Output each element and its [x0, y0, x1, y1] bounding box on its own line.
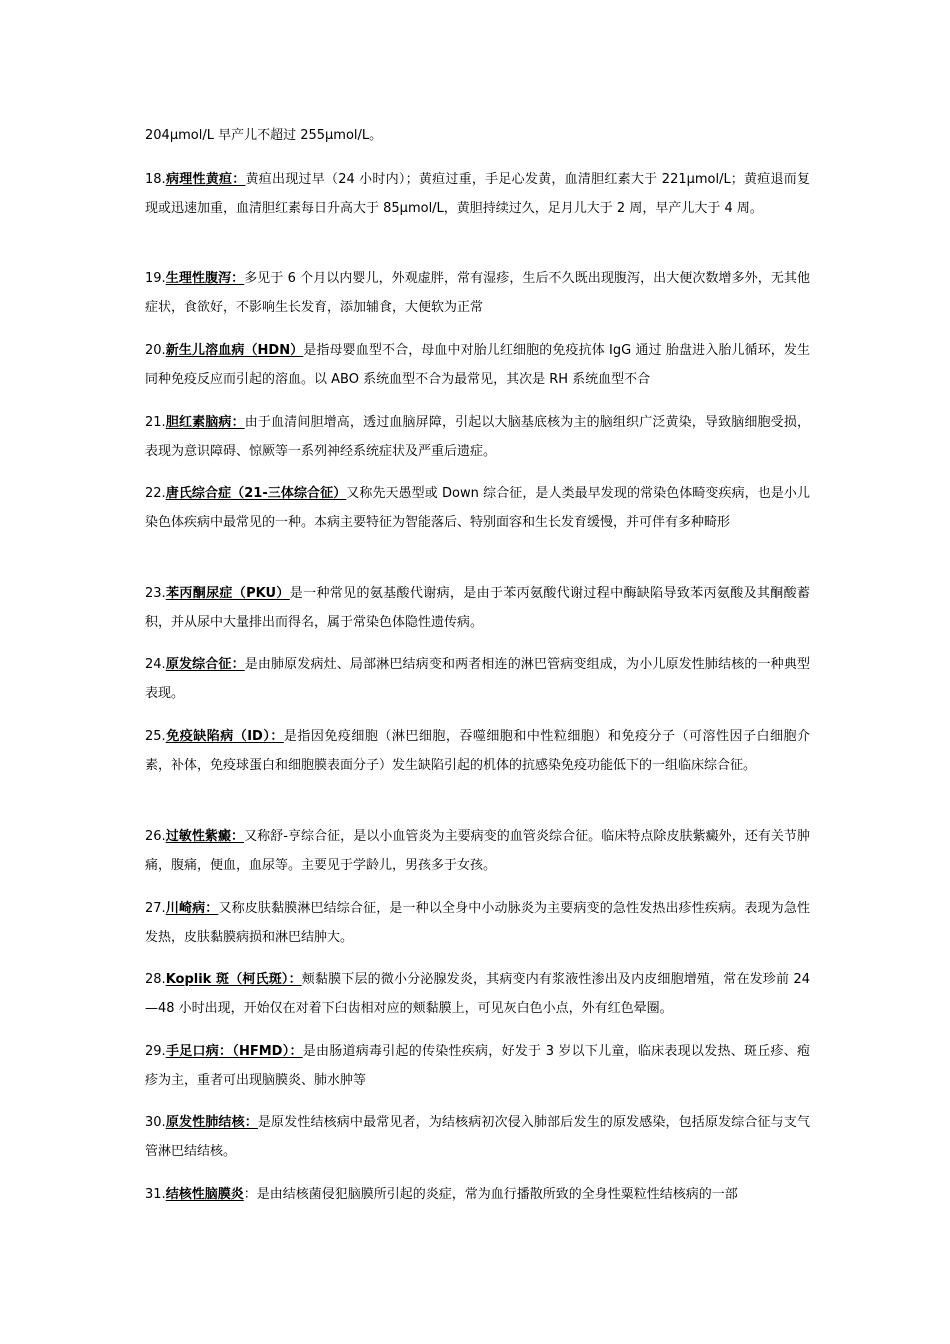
entry-body: 又称皮肤黏膜淋巴结综合征，是一种以全身中小动脉炎为主要病变的急性发热出疹性疾病。表现为急性发热，皮肤黏膜病损和淋巴结肿大。 [145, 901, 810, 945]
entry-27 [145, 895, 810, 952]
entry-20 [145, 337, 810, 394]
entry-term: 苯丙酮尿症（PKU） [165, 586, 290, 601]
entry-number: 28. [145, 972, 166, 987]
entry-body: 由于血清间胆增高，透过血脑屏障，引起以大脑基底核为主的脑组织广泛黄染，导致脑细胞受损，表现为意识障碍、惊厥等一系列神经系统症状及严重后遗症。 [145, 415, 810, 459]
entry-31 [145, 1181, 810, 1210]
entry-body: 又称舒-亨综合征，是以小血管炎为主要病变的血管炎综合征。临床特点除皮肤紫癜外，还有关节肿痛，腹痛，便血，血尿等。主要见于学龄儿，男孩多于女孩。 [145, 829, 810, 873]
entry-23 [145, 580, 810, 637]
entry-body: 是由肺原发病灶、局部淋巴结病变和两者相连的淋巴管病变组成，为小儿原发性肺结核的一种典型表现。 [145, 657, 810, 701]
entry-number: 22. [145, 486, 166, 501]
entry-number: 20. [145, 343, 166, 358]
entry-body: ：是由结核菌侵犯脑膜所引起的炎症，常为血行播散所致的全身性粟粒性结核病的一部 [243, 1187, 738, 1202]
entry-19 [145, 265, 810, 322]
entry-number: 23. [145, 586, 166, 601]
entry-26 [145, 823, 810, 880]
entry-number: 29. [145, 1044, 166, 1059]
entry-29 [145, 1038, 810, 1095]
entry-body: 颊黏膜下层的微小分泌腺发炎，其病变内有浆液性渗出及内皮细胞增殖，常在发珍前 24—48 小时出现，开始仅在对着下臼齿相对应的颊黏膜上，可见灰白色小点，外有红色晕圈。 [145, 972, 810, 1016]
entry-number: 27. [145, 901, 166, 916]
entry-number: 24. [145, 657, 166, 672]
entry-number: 31. [145, 1187, 166, 1202]
entry-25 [145, 723, 810, 780]
entry-term: 过敏性紫癜： [165, 829, 245, 844]
entry-body: 是指母婴血型不合，母血中对胎儿红细胞的免疫抗体 IgG 通过 胎盘进入胎儿循环，发生同种免疫反应而引起的溶血。以 ABO 系统血型不合为最常见，其次是 RH 系统血型不合 [145, 343, 810, 387]
entry-number: 25. [145, 729, 166, 744]
entry-term: 胆红素脑病： [165, 415, 245, 430]
entry-number: 18. [145, 172, 166, 187]
entry-term: 新生儿溶血病（HDN） [165, 343, 304, 358]
entry-term: 免疫缺陷病（ID）： [165, 729, 284, 744]
entry-term: 原发综合征： [165, 657, 245, 672]
entry-term: 病理性黄疸： [165, 172, 246, 187]
entry-term: 生理性腹泻： [165, 271, 245, 286]
entry-term: 结核性脑膜炎 [165, 1187, 244, 1202]
entry-24 [145, 651, 810, 708]
entry-term: 手足口病：（HFMD）： [165, 1044, 303, 1059]
entry-term: Koplik 斑（柯氏斑）： [165, 972, 302, 987]
entry-body: 是一种常见的氨基酸代谢病，是由于苯丙氨酸代谢过程中酶缺陷导致苯丙氨酸及其酮酸蓄积，并从尿中大量排出而得名，属于常染色体隐性遗传病。 [145, 586, 810, 630]
entry-body: 是指因免疫细胞（淋巴细胞，吞噬细胞和中性粒细胞）和免疫分子（可溶性因子白细胞介素，补体，免疫球蛋白和细胞膜表面分子）发生缺陷引起的机体的抗感染免疫功能低下的一组临床综合征。 [145, 729, 810, 773]
entry-body: 多见于 6 个月以内婴儿，外观虚胖，常有湿疹，生后不久既出现腹泻，出大便次数增多外，无其他症状，食欲好，不影响生长发育，添加辅食，大便软为正常 [145, 271, 810, 315]
entry-body: 黄疸出现过早（24 小时内）；黄疸过重，手足心发黄，血清胆红素大于 221μmol/L；黄疸退而复现或迅速加重，血清胆红素每日升高大于 85μmol/L，黄胆持续过久，足月儿大于 2 周，早产儿大于 4 周。 [145, 172, 810, 216]
entry-number: 26. [145, 829, 166, 844]
entry-body: 是原发性结核病中最常见者，为结核病初次侵入肺部后发生的原发感染，包括原发综合征与支气管淋巴结结核。 [145, 1115, 810, 1159]
entry-18 [145, 166, 810, 223]
entry-body: 是由肠道病毒引起的传染性疾病，好发于 3 岁以下儿童，临床表现以发热、斑丘疹、疱疹为主，重者可出现脑膜炎、肺水肿等 [145, 1044, 810, 1088]
entry-21 [145, 409, 810, 466]
entry-number: 21. [145, 415, 166, 430]
entry-30 [145, 1109, 810, 1166]
entry-number: 30. [145, 1115, 166, 1130]
intro-line: 204μmol/L 早产儿不超过 255μmol/L。 [145, 128, 383, 143]
entry-body: 又称先天愚型或 Down 综合征，是人类最早发现的常染色体畸变疾病，也是小儿染色体疾病中最常见的一种。本病主要特征为智能落后、特别面容和生长发育缓慢，并可伴有多种畸形 [145, 486, 810, 530]
entry-22 [145, 480, 810, 537]
entry-term: 原发性肺结核： [165, 1115, 258, 1130]
entry-number: 19. [145, 271, 166, 286]
entry-term: 川崎病： [165, 901, 219, 916]
entry-term: 唐氏综合症（21-三体综合征） [165, 486, 347, 501]
entry-28 [145, 966, 810, 1023]
